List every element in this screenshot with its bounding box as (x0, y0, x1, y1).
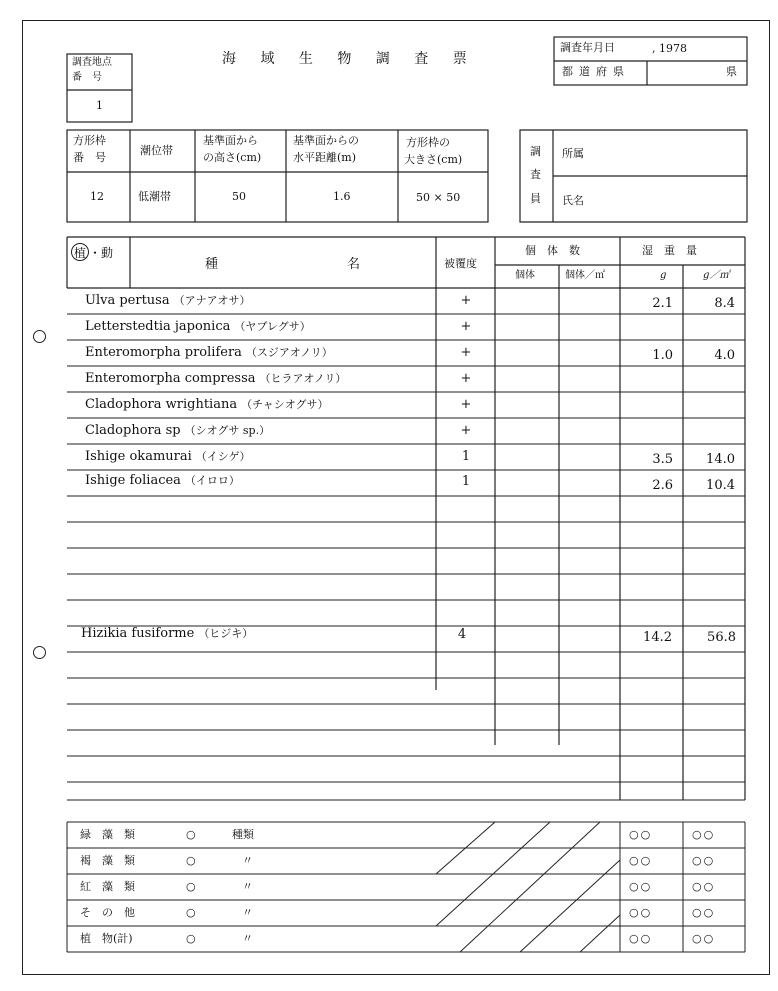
species-row-5-coverage: + (460, 397, 472, 412)
summary-red-algae-count: ○ (186, 880, 196, 893)
animal-label: 動 (101, 246, 114, 260)
species-row-hizikia-name: Hizikia fusiforme （ヒジキ） (81, 626, 254, 641)
species-row-3-weight: 1.0 (652, 348, 673, 363)
weight-sub-g: g (660, 270, 667, 281)
quadrat-size-value: 50 × 50 (416, 191, 461, 204)
species-row-7-name: Ishige okamurai （イシゲ） (85, 449, 251, 464)
summary-brown-algae-weight-per-m2: ○○ (692, 854, 716, 867)
plant-animal-separator: ・ (89, 246, 102, 260)
species-row-2-name: Letterstedtia japonica （ヤブレグサ） (85, 319, 311, 334)
size-header-l2: 大きさ(cm) (404, 153, 463, 166)
count-sub-per-m2: 個体／㎡ (565, 270, 605, 281)
quadrat-no-header-l1: 方形枠 (73, 134, 106, 147)
species-row-3-weight-per-m2: 4.0 (714, 348, 735, 363)
summary-plant-total-unit: 〃 (242, 932, 253, 945)
summary-plant-total-weight: ○○ (629, 932, 653, 945)
affiliation-label: 所属 (562, 147, 584, 160)
station-number: 1 (96, 99, 103, 112)
summary-brown-algae-count: ○ (186, 854, 196, 867)
species-row-5-name: Cladophora wrightiana （チャシオグサ） (85, 397, 329, 412)
species-row-7-coverage: 1 (461, 449, 471, 464)
weight-sub-g-per-m2: g／㎡ (703, 270, 730, 281)
count-sub-individuals: 個体 (515, 270, 535, 281)
summary-other-label: そ の 他 (80, 906, 135, 919)
summary-green-algae-count: ○ (186, 828, 196, 841)
species-row-4-coverage: + (460, 371, 472, 386)
species-row-4-name: Enteromorpha compressa （ヒラアオノリ） (85, 371, 347, 386)
plant-circled-mark: 植 (71, 243, 89, 261)
species-row-8-weight-per-m2: 10.4 (706, 478, 735, 493)
station-header-line2: 番 号 (72, 72, 102, 83)
quadrat-number: 12 (90, 190, 104, 203)
summary-red-algae-unit: 〃 (242, 880, 253, 893)
species-row-8-name: Ishige foliacea （イロロ） (85, 473, 240, 488)
station-header-line1: 調査地点 (72, 57, 112, 68)
summary-other-unit: 〃 (242, 906, 253, 919)
investigator-char-1: 調 (530, 145, 541, 158)
wet-weight-header: 湿 重 量 (642, 244, 697, 257)
summary-plant-total-weight-per-m2: ○○ (692, 932, 716, 945)
tide-zone-header: 潮位帯 (140, 144, 173, 157)
species-name-header-a: 種 (205, 257, 219, 272)
summary-brown-algae-weight: ○○ (629, 854, 653, 867)
species-row-6-name: Cladophora sp （シオグサ sp.） (85, 423, 271, 438)
species-row-3-coverage: + (460, 345, 472, 360)
summary-green-algae-label: 緑 藻 類 (80, 828, 135, 841)
summary-brown-algae-label: 褐 藻 類 (80, 854, 135, 867)
species-row-7-weight-per-m2: 14.0 (706, 452, 735, 467)
page-title: 海 域 生 物 調 査 票 (222, 51, 477, 67)
height-header-l2: の高さ(cm) (203, 151, 262, 164)
summary-other-weight: ○○ (629, 906, 653, 919)
summary-plant-total-label: 植 物(計) (80, 932, 133, 945)
summary-red-algae-weight-per-m2: ○○ (692, 880, 716, 893)
species-row-1-weight-per-m2: 8.4 (714, 296, 735, 311)
coverage-header: 被覆度 (444, 257, 477, 270)
survey-date-value: , 1978 (652, 42, 687, 55)
distance-value: 1.6 (333, 190, 351, 203)
species-row-1-coverage: + (460, 293, 472, 308)
distance-header-l1: 基準面からの (293, 134, 359, 147)
summary-green-algae-weight-per-m2: ○○ (692, 828, 716, 841)
species-row-hizikia-coverage: 4 (457, 627, 467, 642)
prefecture-label: 都道府県 (562, 65, 630, 78)
summary-red-algae-label: 紅 藻 類 (80, 880, 135, 893)
name-label: 氏名 (562, 194, 584, 207)
species-row-7-weight: 3.5 (652, 452, 673, 467)
distance-header-l2: 水平距離(m) (293, 151, 357, 164)
height-value: 50 (232, 190, 246, 203)
height-header-l1: 基準面から (203, 134, 258, 147)
size-header-l1: 方形枠の (406, 136, 450, 149)
quadrat-no-header-l2: 番 号 (73, 151, 106, 164)
summary-other-count: ○ (186, 906, 196, 919)
species-row-1-name: Ulva pertusa （アナアオサ） (85, 293, 251, 308)
species-row-6-coverage: + (460, 423, 472, 438)
summary-green-algae-weight: ○○ (629, 828, 653, 841)
summary-other-weight-per-m2: ○○ (692, 906, 716, 919)
plant-animal-selector (71, 242, 113, 261)
summary-brown-algae-unit: 〃 (242, 854, 253, 867)
survey-date-label: 調査年月日 (560, 41, 615, 54)
species-name-header-b: 名 (347, 257, 361, 272)
tide-zone-value: 低潮帯 (138, 190, 171, 203)
species-row-1-weight: 2.1 (652, 296, 673, 311)
investigator-char-3: 員 (530, 192, 541, 205)
investigator-char-2: 査 (530, 168, 541, 181)
summary-green-algae-unit: 種類 (232, 828, 254, 841)
species-row-hizikia-weight: 14.2 (643, 630, 672, 645)
species-row-8-coverage: 1 (461, 474, 471, 489)
species-row-2-coverage: + (460, 319, 472, 334)
prefecture-suffix: 県 (726, 65, 737, 78)
species-row-8-weight: 2.6 (652, 478, 673, 493)
count-header: 個 体 数 (525, 244, 580, 257)
summary-red-algae-weight: ○○ (629, 880, 653, 893)
summary-plant-total-count: ○ (186, 932, 196, 945)
species-row-3-name: Enteromorpha prolifera （スジアオノリ） (85, 345, 333, 360)
species-row-hizikia-weight-per-m2: 56.8 (707, 630, 736, 645)
